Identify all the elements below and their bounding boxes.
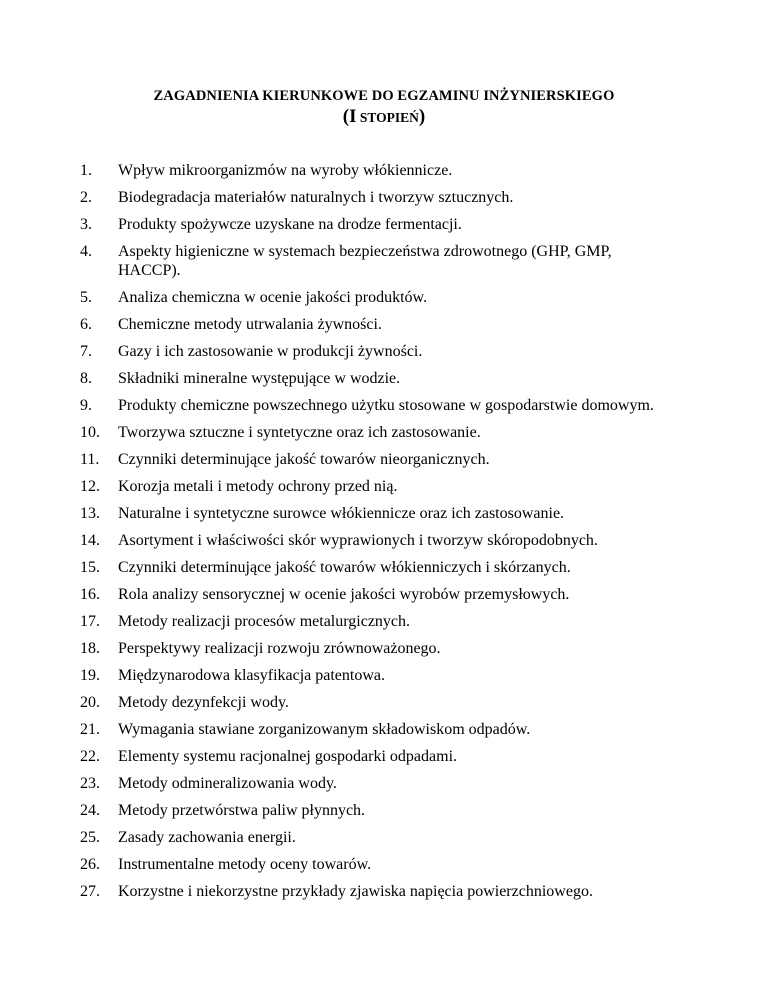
subtitle-roman-numeral: I bbox=[349, 106, 357, 127]
topic-item bbox=[0, 585, 678, 604]
topic-text: Produkty spożywcze uzyskane na drodze fermentacji. bbox=[118, 216, 462, 233]
topic-number: 12. bbox=[80, 478, 100, 495]
topic-number: 7. bbox=[80, 343, 92, 360]
topic-number: 24. bbox=[80, 802, 100, 819]
subtitle-open-paren: ( bbox=[342, 106, 350, 127]
topic-number: 16. bbox=[80, 586, 100, 603]
topic-text: Perspektywy realizacji rozwoju zrównoważonego. bbox=[118, 640, 441, 657]
topic-number: 18. bbox=[80, 640, 100, 657]
topic-text: Metody odmineralizowania wody. bbox=[118, 775, 337, 792]
topic-text: Wymagania stawiane zorganizowanym składowiskom odpadów. bbox=[118, 721, 531, 738]
topic-number: 23. bbox=[80, 775, 100, 792]
topic-number: 13. bbox=[80, 505, 100, 522]
topic-item bbox=[0, 396, 678, 415]
topic-number: 5. bbox=[80, 289, 92, 306]
topic-number: 10. bbox=[80, 424, 100, 441]
topic-text: Aspekty higieniczne w systemach bezpieczeństwa zdrowotnego (GHP, GMP, HACCP). bbox=[118, 243, 612, 279]
topic-number: 2. bbox=[80, 189, 92, 206]
topic-text: Gazy i ich zastosowanie w produkcji żywności. bbox=[118, 343, 423, 360]
document-subtitle bbox=[0, 106, 768, 128]
topic-text: Czynniki determinujące jakość towarów włókienniczych i skórzanych. bbox=[118, 559, 571, 576]
topic-item bbox=[0, 828, 678, 847]
topic-item bbox=[0, 188, 678, 207]
topic-text: Składniki mineralne występujące w wodzie. bbox=[118, 370, 401, 387]
subtitle-close-paren: ) bbox=[418, 106, 426, 127]
topic-number: 15. bbox=[80, 559, 100, 576]
topic-text: Czynniki determinujące jakość towarów nieorganicznych. bbox=[118, 451, 490, 468]
topic-number: 17. bbox=[80, 613, 100, 630]
topic-number: 19. bbox=[80, 667, 100, 684]
topic-number: 8. bbox=[80, 370, 92, 387]
topic-text: Korzystne i niekorzystne przykłady zjawiska napięcia powierzchniowego. bbox=[118, 883, 593, 900]
topic-text: Metody realizacji procesów metalurgicznych. bbox=[118, 613, 411, 630]
topic-number: 27. bbox=[80, 883, 100, 900]
subtitle-degree-label: STOPIEŃ bbox=[356, 110, 419, 125]
topic-number: 25. bbox=[80, 829, 100, 846]
topic-number: 11. bbox=[80, 451, 100, 468]
topic-item bbox=[0, 450, 678, 469]
topic-item bbox=[0, 531, 718, 550]
topic-number: 20. bbox=[80, 694, 100, 711]
topic-item bbox=[0, 639, 678, 658]
topic-item bbox=[0, 774, 678, 793]
topic-number: 4. bbox=[80, 243, 92, 260]
topic-text: Naturalne i syntetyczne surowce włókiennicze oraz ich zastosowanie. bbox=[118, 505, 565, 522]
topic-text: Rola analizy sensorycznej w ocenie jakości wyrobów przemysłowych. bbox=[118, 586, 570, 603]
topic-text: Biodegradacja materiałów naturalnych i tworzyw sztucznych. bbox=[118, 189, 514, 206]
topic-item bbox=[0, 720, 678, 739]
topic-text: Produkty chemiczne powszechnego użytku stosowane w gospodarstwie domowym. bbox=[118, 397, 654, 414]
topic-item bbox=[0, 693, 678, 712]
topic-number: 14. bbox=[80, 532, 100, 549]
topic-text: Metody dezynfekcji wody. bbox=[118, 694, 289, 711]
topic-number: 21. bbox=[80, 721, 100, 738]
topic-text: Analiza chemiczna w ocenie jakości produktów. bbox=[118, 289, 428, 306]
topic-number: 9. bbox=[80, 397, 92, 414]
topic-text: Zasady zachowania energii. bbox=[118, 829, 296, 846]
topic-item bbox=[0, 423, 678, 442]
topic-item bbox=[0, 315, 678, 334]
topic-item bbox=[0, 342, 678, 361]
topic-number: 22. bbox=[80, 748, 100, 765]
topic-text: Tworzywa sztuczne i syntetyczne oraz ich zastosowanie. bbox=[118, 424, 481, 441]
topic-item bbox=[0, 666, 678, 685]
topic-item bbox=[0, 242, 678, 280]
topic-text: Międzynarodowa klasyfikacja patentowa. bbox=[118, 667, 386, 684]
topic-number: 1. bbox=[80, 162, 92, 179]
topic-text: Instrumentalne metody oceny towarów. bbox=[118, 856, 372, 873]
topic-item bbox=[0, 369, 678, 388]
topic-item bbox=[0, 288, 678, 307]
topic-text: Elementy systemu racjonalnej gospodarki odpadami. bbox=[118, 748, 458, 765]
topic-item bbox=[0, 161, 678, 180]
topic-item bbox=[0, 558, 678, 577]
topic-text: Wpływ mikroorganizmów na wyroby włókiennicze. bbox=[118, 162, 453, 179]
topic-item bbox=[0, 882, 718, 901]
topic-number: 3. bbox=[80, 216, 92, 233]
topic-text: Korozja metali i metody ochrony przed nią. bbox=[118, 478, 398, 495]
topic-item bbox=[0, 747, 678, 766]
topic-item bbox=[0, 477, 678, 496]
topic-item bbox=[0, 504, 678, 523]
topic-item bbox=[0, 855, 678, 874]
topic-number: 26. bbox=[80, 856, 100, 873]
topic-text: Chemiczne metody utrwalania żywności. bbox=[118, 316, 382, 333]
topic-text: Metody przetwórstwa paliw płynnych. bbox=[118, 802, 366, 819]
topic-number: 6. bbox=[80, 316, 92, 333]
topic-item bbox=[0, 801, 678, 820]
topic-item bbox=[0, 215, 678, 234]
topics-list bbox=[0, 161, 768, 909]
document-title: ZAGADNIENIA KIERUNKOWE DO EGZAMINU INŻYNIERSKIEGO bbox=[153, 88, 615, 104]
topic-text: Asortyment i właściwości skór wyprawionych i tworzyw skóropodobnych. bbox=[118, 532, 598, 549]
topic-item bbox=[0, 612, 678, 631]
